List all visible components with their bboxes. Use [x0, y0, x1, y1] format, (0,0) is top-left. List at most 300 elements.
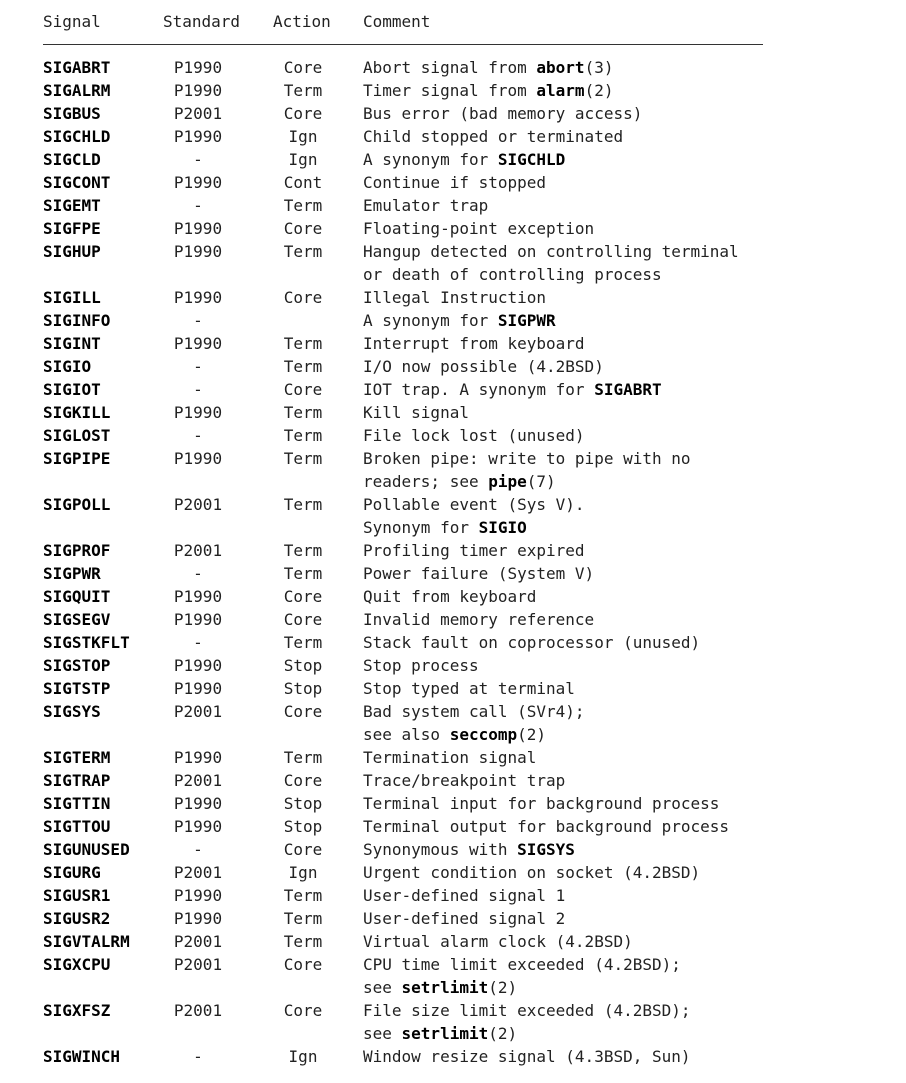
- signal-name: SIGPWR: [43, 564, 101, 583]
- table-row: [43, 608, 763, 631]
- signal-action: Core: [283, 771, 323, 790]
- signal-comment: [363, 677, 763, 700]
- signal-name: SIGTERM: [43, 748, 111, 767]
- comment-text: A synonym for: [363, 311, 498, 330]
- signal-standard: -: [193, 564, 203, 583]
- table-row: [43, 746, 763, 769]
- comment-line: [363, 907, 763, 930]
- comment-text: (3): [584, 58, 614, 77]
- comment-text: Quit from keyboard: [363, 587, 537, 606]
- comment-reference: alarm: [536, 81, 585, 100]
- signal-standard: -: [193, 840, 203, 859]
- comment-text: User-defined signal 2: [363, 909, 566, 928]
- signal-comment: [363, 217, 763, 240]
- comment-reference: SIGABRT: [594, 380, 662, 399]
- comment-line: [363, 217, 763, 240]
- signal-comment: [363, 907, 763, 930]
- comment-text: (2): [488, 978, 518, 997]
- table-row: [43, 631, 763, 654]
- signal-comment: [363, 861, 763, 884]
- signal-action: Term: [283, 748, 323, 767]
- signal-comment: [363, 493, 763, 539]
- signal-comment: [363, 355, 763, 378]
- signal-action: Core: [283, 955, 323, 974]
- comment-line: [363, 700, 763, 723]
- comment-reference: setrlimit: [401, 978, 489, 997]
- comment-line: [363, 953, 763, 976]
- signal-table: [43, 10, 763, 1068]
- signal-name: SIGTTIN: [43, 794, 111, 813]
- signal-comment: [363, 930, 763, 953]
- comment-text: Stop typed at terminal: [363, 679, 575, 698]
- signal-comment: [363, 953, 763, 999]
- signal-name: SIGCLD: [43, 150, 101, 169]
- signal-comment: [363, 286, 763, 309]
- comment-text: Hangup detected on controlling terminal: [363, 242, 739, 261]
- signal-action: Term: [283, 403, 323, 422]
- signal-standard: P1990: [173, 886, 223, 905]
- signal-comment: [363, 194, 763, 217]
- comment-reference: SIGPWR: [497, 311, 556, 330]
- comment-text: see: [363, 978, 402, 997]
- signal-action: Term: [283, 81, 323, 100]
- signal-action: Term: [283, 196, 323, 215]
- signal-standard: -: [193, 357, 203, 376]
- signal-comment: [363, 56, 763, 79]
- signal-name: SIGFPE: [43, 219, 101, 238]
- comment-line: [363, 493, 763, 516]
- signal-name: SIGSTOP: [43, 656, 111, 675]
- comment-text: Emulator trap: [363, 196, 489, 215]
- signal-comment: [363, 700, 763, 746]
- comment-reference: SIGIO: [478, 518, 527, 537]
- comment-text: Broken pipe: write to pipe with no: [363, 449, 691, 468]
- comment-text: Synonym for: [363, 518, 479, 537]
- comment-text: Continue if stopped: [363, 173, 547, 192]
- signal-name: SIGILL: [43, 288, 101, 307]
- signal-comment: [363, 240, 763, 286]
- table-row: [43, 401, 763, 424]
- comment-line: [363, 171, 763, 194]
- signal-name: SIGTSTP: [43, 679, 111, 698]
- signal-action: [273, 309, 363, 332]
- comment-text: readers; see: [363, 472, 489, 491]
- comment-text: Trace/breakpoint trap: [363, 771, 566, 790]
- comment-text: Synonymous with: [363, 840, 518, 859]
- signal-name: SIGUSR2: [43, 909, 111, 928]
- signal-comment: [363, 769, 763, 792]
- comment-text: (2): [584, 81, 614, 100]
- table-row: [43, 309, 763, 332]
- signal-action: Term: [283, 242, 323, 261]
- comment-line: [363, 378, 763, 401]
- table-row: [43, 999, 763, 1045]
- table-row: [43, 654, 763, 677]
- comment-text: File lock lost (unused): [363, 426, 585, 445]
- table-row: [43, 493, 763, 539]
- signal-comment: [363, 585, 763, 608]
- signal-comment: [363, 378, 763, 401]
- signal-name: SIGTTOU: [43, 817, 111, 836]
- signal-name: SIGXFSZ: [43, 1001, 111, 1020]
- comment-text: Child stopped or terminated: [363, 127, 624, 146]
- signal-name: SIGBUS: [43, 104, 101, 123]
- comment-text: see: [363, 1024, 402, 1043]
- signal-action: Term: [283, 334, 323, 353]
- table-row: [43, 861, 763, 884]
- signal-action: Stop: [283, 679, 323, 698]
- signal-standard: P2001: [173, 863, 223, 882]
- comment-text: Stack fault on coprocessor (unused): [363, 633, 701, 652]
- signal-standard: -: [193, 380, 203, 399]
- signal-comment: [363, 424, 763, 447]
- comment-text: Power failure (System V): [363, 564, 595, 583]
- table-header: [43, 10, 763, 34]
- signal-name: SIGXCPU: [43, 955, 111, 974]
- signal-name: SIGPOLL: [43, 495, 111, 514]
- signal-name: SIGPROF: [43, 541, 111, 560]
- signal-action: Term: [283, 426, 323, 445]
- comment-text: (2): [517, 725, 547, 744]
- signal-comment: [363, 999, 763, 1045]
- comment-line: [363, 769, 763, 792]
- comment-line: [363, 746, 763, 769]
- comment-text: I/O now possible (4.2BSD): [363, 357, 604, 376]
- signal-action: Core: [283, 219, 323, 238]
- comment-text: Floating-point exception: [363, 219, 595, 238]
- signal-comment: [363, 79, 763, 102]
- comment-text: Stop process: [363, 656, 479, 675]
- signal-action: Term: [283, 495, 323, 514]
- comment-reference: pipe: [488, 472, 527, 491]
- comment-line: [363, 631, 763, 654]
- table-row: [43, 815, 763, 838]
- comment-text: IOT trap. A synonym for: [363, 380, 595, 399]
- table-row: [43, 286, 763, 309]
- signal-name: SIGINFO: [43, 311, 111, 330]
- table-row: [43, 769, 763, 792]
- signal-name: SIGSTKFLT: [43, 633, 130, 652]
- signal-comment: [363, 631, 763, 654]
- signal-name: SIGINT: [43, 334, 101, 353]
- comment-text: Terminal input for background process: [363, 794, 720, 813]
- table-row: [43, 79, 763, 102]
- signal-comment: [363, 1045, 763, 1068]
- signal-name: SIGIOT: [43, 380, 101, 399]
- signal-comment: [363, 447, 763, 493]
- comment-reference: seccomp: [449, 725, 518, 744]
- signal-standard: P1990: [173, 81, 223, 100]
- table-row: [43, 355, 763, 378]
- table-row: [43, 125, 763, 148]
- signal-action: Core: [283, 104, 323, 123]
- signal-name: SIGCHLD: [43, 127, 111, 146]
- signal-comment: [363, 332, 763, 355]
- signal-standard: P2001: [173, 104, 223, 123]
- comment-text: Abort signal from: [363, 58, 537, 77]
- signal-action: Term: [283, 357, 323, 376]
- signal-comment: [363, 102, 763, 125]
- signal-comment: [363, 125, 763, 148]
- signal-action: Term: [283, 449, 323, 468]
- signal-action: Term: [283, 909, 323, 928]
- comment-text: File size limit exceeded (4.2BSD);: [363, 1001, 691, 1020]
- comment-line: [363, 677, 763, 700]
- signal-action: Core: [283, 587, 323, 606]
- signal-name: SIGEMT: [43, 196, 101, 215]
- header-standard: Standard: [163, 12, 241, 31]
- comment-line: [363, 1022, 763, 1045]
- signal-standard: -: [193, 150, 203, 169]
- table-row: [43, 838, 763, 861]
- comment-line: [363, 976, 763, 999]
- table-row: [43, 562, 763, 585]
- signal-action: Core: [283, 840, 323, 859]
- signal-comment: [363, 562, 763, 585]
- signal-comment: [363, 838, 763, 861]
- table-row: [43, 148, 763, 171]
- signal-standard: P1990: [173, 610, 223, 629]
- signal-name: SIGLOST: [43, 426, 111, 445]
- signal-standard: -: [193, 633, 203, 652]
- signal-action: Term: [283, 886, 323, 905]
- signal-standard: -: [193, 311, 203, 330]
- signal-action: Term: [283, 541, 323, 560]
- comment-text: Profiling timer expired: [363, 541, 585, 560]
- signal-standard: P1990: [173, 748, 223, 767]
- comment-line: [363, 148, 763, 171]
- signal-comment: [363, 746, 763, 769]
- signal-comment: [363, 401, 763, 424]
- table-row: [43, 194, 763, 217]
- comment-text: Interrupt from keyboard: [363, 334, 585, 353]
- signal-comment: [363, 309, 763, 332]
- signal-standard: P1990: [173, 817, 223, 836]
- signal-action: Stop: [283, 817, 323, 836]
- signal-action: Term: [283, 633, 323, 652]
- signal-standard: P1990: [173, 58, 223, 77]
- comment-line: [363, 861, 763, 884]
- comment-line: [363, 1045, 763, 1068]
- comment-text: see also: [363, 725, 450, 744]
- comment-text: or death of controlling process: [363, 265, 662, 284]
- comment-line: [363, 240, 763, 263]
- comment-text: (7): [526, 472, 556, 491]
- table-row: [43, 907, 763, 930]
- signal-standard: P1990: [173, 909, 223, 928]
- signal-standard: P1990: [173, 173, 223, 192]
- signal-action: Core: [283, 702, 323, 721]
- comment-line: [363, 355, 763, 378]
- comment-text: Urgent condition on socket (4.2BSD): [363, 863, 701, 882]
- comment-line: [363, 286, 763, 309]
- comment-line: [363, 539, 763, 562]
- table-row: [43, 700, 763, 746]
- signal-action: Stop: [283, 656, 323, 675]
- comment-text: Illegal Instruction: [363, 288, 547, 307]
- comment-line: [363, 723, 763, 746]
- table-body: [43, 56, 763, 1068]
- table-row: [43, 539, 763, 562]
- signal-action: Core: [283, 380, 323, 399]
- comment-line: [363, 792, 763, 815]
- signal-comment: [363, 815, 763, 838]
- comment-line: [363, 562, 763, 585]
- signal-standard: P1990: [173, 449, 223, 468]
- signal-action: Core: [283, 610, 323, 629]
- comment-text: User-defined signal 1: [363, 886, 566, 905]
- signal-standard: P1990: [173, 334, 223, 353]
- comment-line: [363, 470, 763, 493]
- comment-line: [363, 884, 763, 907]
- comment-line: [363, 56, 763, 79]
- comment-line: [363, 654, 763, 677]
- signal-action: Ign: [288, 863, 318, 882]
- header-signal: Signal: [43, 12, 101, 31]
- header-divider: [43, 44, 763, 45]
- signal-action: Term: [283, 564, 323, 583]
- signal-name: SIGQUIT: [43, 587, 111, 606]
- table-row: [43, 792, 763, 815]
- comment-line: [363, 815, 763, 838]
- signal-name: SIGALRM: [43, 81, 111, 100]
- comment-text: Pollable event (Sys V).: [363, 495, 585, 514]
- signal-standard: P2001: [173, 495, 223, 514]
- signal-name: SIGURG: [43, 863, 101, 882]
- signal-standard: P2001: [173, 702, 223, 721]
- signal-standard: P2001: [173, 955, 223, 974]
- signal-standard: -: [193, 426, 203, 445]
- signal-standard: P1990: [173, 288, 223, 307]
- signal-comment: [363, 148, 763, 171]
- comment-line: [363, 585, 763, 608]
- signal-action: Ign: [288, 127, 318, 146]
- comment-text: Virtual alarm clock (4.2BSD): [363, 932, 633, 951]
- comment-text: Kill signal: [363, 403, 469, 422]
- comment-reference: setrlimit: [401, 1024, 489, 1043]
- header-action: Action: [273, 12, 331, 31]
- signal-name: SIGSYS: [43, 702, 101, 721]
- signal-name: SIGPIPE: [43, 449, 111, 468]
- signal-name: SIGTRAP: [43, 771, 111, 790]
- comment-line: [363, 263, 763, 286]
- comment-text: Bus error (bad memory access): [363, 104, 643, 123]
- signal-comment: [363, 654, 763, 677]
- signal-standard: P1990: [173, 403, 223, 422]
- signal-name: SIGABRT: [43, 58, 111, 77]
- table-row: [43, 378, 763, 401]
- comment-line: [363, 608, 763, 631]
- comment-text: Bad system call (SVr4);: [363, 702, 585, 721]
- signal-standard: P1990: [173, 794, 223, 813]
- comment-line: [363, 102, 763, 125]
- comment-text: CPU time limit exceeded (4.2BSD);: [363, 955, 681, 974]
- comment-text: Timer signal from: [363, 81, 537, 100]
- table-row: [43, 585, 763, 608]
- signal-standard: P1990: [173, 242, 223, 261]
- signal-action: Cont: [283, 173, 323, 192]
- table-row: [43, 217, 763, 240]
- signal-name: SIGIO: [43, 357, 92, 376]
- table-row: [43, 884, 763, 907]
- comment-text: Window resize signal (4.3BSD, Sun): [363, 1047, 691, 1066]
- comment-line: [363, 424, 763, 447]
- signal-action: Term: [283, 932, 323, 951]
- signal-action: Core: [283, 58, 323, 77]
- comment-line: [363, 79, 763, 102]
- signal-action: Core: [283, 288, 323, 307]
- signal-name: SIGUSR1: [43, 886, 111, 905]
- comment-text: Termination signal: [363, 748, 537, 767]
- signal-comment: [363, 539, 763, 562]
- comment-line: [363, 930, 763, 953]
- table-row: [43, 240, 763, 286]
- signal-action: Core: [283, 1001, 323, 1020]
- table-row: [43, 677, 763, 700]
- signal-standard: P1990: [173, 219, 223, 238]
- signal-comment: [363, 608, 763, 631]
- header-comment: Comment: [363, 12, 431, 31]
- comment-line: [363, 309, 763, 332]
- comment-text: Terminal output for background process: [363, 817, 730, 836]
- comment-line: [363, 332, 763, 355]
- signal-name: SIGWINCH: [43, 1047, 121, 1066]
- signal-standard: -: [193, 1047, 203, 1066]
- signal-standard: P1990: [173, 127, 223, 146]
- signal-standard: P2001: [173, 541, 223, 560]
- table-row: [43, 1045, 763, 1068]
- signal-comment: [363, 792, 763, 815]
- signal-standard: P1990: [173, 587, 223, 606]
- signal-standard: P2001: [173, 932, 223, 951]
- signal-action: Stop: [283, 794, 323, 813]
- signal-standard: -: [193, 196, 203, 215]
- comment-line: [363, 838, 763, 861]
- table-row: [43, 171, 763, 194]
- signal-name: SIGCONT: [43, 173, 111, 192]
- comment-text: A synonym for: [363, 150, 498, 169]
- signal-comment: [363, 171, 763, 194]
- signal-action: Ign: [288, 150, 318, 169]
- comment-line: [363, 516, 763, 539]
- comment-reference: SIGSYS: [517, 840, 575, 859]
- table-row: [43, 56, 763, 79]
- comment-line: [363, 999, 763, 1022]
- comment-reference: SIGCHLD: [497, 150, 566, 169]
- signal-standard: P2001: [173, 1001, 223, 1020]
- table-row: [43, 332, 763, 355]
- table-row: [43, 102, 763, 125]
- comment-text: Invalid memory reference: [363, 610, 595, 629]
- signal-standard: P1990: [173, 679, 223, 698]
- signal-action: Ign: [288, 1047, 318, 1066]
- table-row: [43, 930, 763, 953]
- signal-name: SIGUNUSED: [43, 840, 130, 859]
- comment-line: [363, 194, 763, 217]
- signal-name: SIGKILL: [43, 403, 111, 422]
- comment-line: [363, 447, 763, 470]
- comment-line: [363, 401, 763, 424]
- signal-name: SIGSEGV: [43, 610, 111, 629]
- comment-text: (2): [488, 1024, 518, 1043]
- signal-standard: P1990: [173, 656, 223, 675]
- table-row: [43, 447, 763, 493]
- comment-reference: abort: [536, 58, 585, 77]
- table-row: [43, 953, 763, 999]
- table-row: [43, 424, 763, 447]
- signal-name: SIGHUP: [43, 242, 101, 261]
- comment-line: [363, 125, 763, 148]
